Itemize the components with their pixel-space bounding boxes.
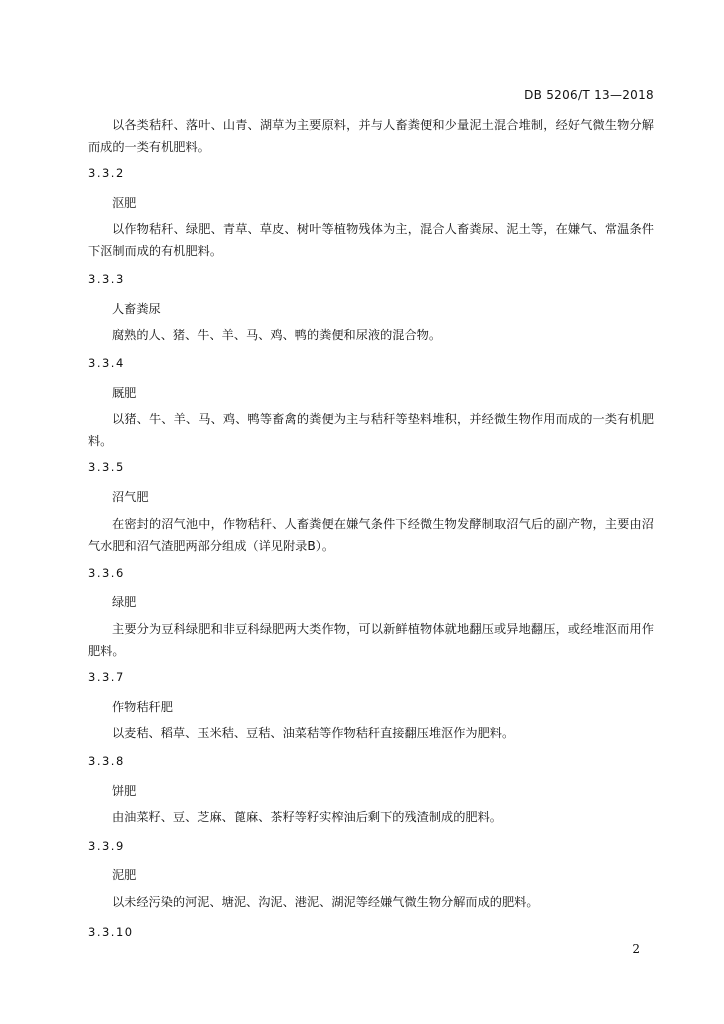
- section-term-3-3-7: 作物秸秆肥: [112, 700, 173, 714]
- intro-paragraph: 以各类秸秆、落叶、山青、湖草为主要原料，并与人畜粪便和少量泥土混合堆制，经好气微生物分解而成的一类有机肥料。: [88, 118, 654, 154]
- section-number-3-3-2: 3.3.2: [88, 166, 125, 180]
- section-definition-3-3-3: 腐熟的人、猪、牛、羊、马、鸡、鸭的粪便和尿液的混合物。: [112, 328, 442, 342]
- section-term-3-3-6: 绿肥: [112, 595, 137, 609]
- section-number-3-3-10: 3.3.10: [88, 925, 134, 939]
- section-number-3-3-4: 3.3.4: [88, 356, 125, 370]
- section-number-3-3-5: 3.3.5: [88, 460, 125, 474]
- section-number-3-3-3: 3.3.3: [88, 272, 125, 286]
- section-term-3-3-5: 沼气肥: [112, 490, 149, 504]
- section-term-3-3-9: 泥肥: [112, 868, 137, 882]
- section-definition-3-3-9: 以未经污染的河泥、塘泥、沟泥、港泥、湖泥等经嫌气微生物分解而成的肥料。: [112, 895, 539, 909]
- section-definition-3-3-7: 以麦秸、稻草、玉米秸、豆秸、油菜秸等作物秸秆直接翻压堆沤作为肥料。: [112, 726, 515, 740]
- section-term-3-3-8: 饼肥: [112, 784, 137, 798]
- section-term-3-3-3: 人畜粪尿: [112, 302, 161, 316]
- section-term-3-3-2: 沤肥: [112, 196, 137, 210]
- section-number-3-3-6: 3.3.6: [88, 566, 125, 580]
- section-definition-3-3-2: 以作物秸秆、绿肥、青草、草皮、树叶等植物残体为主，混合人畜粪尿、泥土等，在嫌气、常温条件下沤制而成的有机肥料。: [88, 222, 654, 258]
- section-number-3-3-8: 3.3.8: [88, 754, 125, 768]
- section-term-3-3-4: 厩肥: [112, 386, 137, 400]
- section-number-3-3-7: 3.3.7: [88, 670, 125, 684]
- standard-code-header: DB 5206/T 13—2018: [524, 88, 654, 102]
- section-number-3-3-9: 3.3.9: [88, 839, 125, 853]
- section-definition-3-3-8: 由油菜籽、豆、芝麻、蓖麻、茶籽等籽实榨油后剩下的残渣制成的肥料。: [112, 810, 502, 824]
- section-definition-3-3-5: 在密封的沼气池中，作物秸秆、人畜粪便在嫌气条件下经微生物发酵制取沼气后的副产物，主要由沼气水肥和沼气渣肥两部分组成（详见附录B）。: [88, 517, 654, 553]
- page-number: 2: [632, 942, 640, 956]
- section-definition-3-3-4: 以猪、牛、羊、马、鸡、鸭等畜禽的粪便为主与秸秆等垫料堆积，并经微生物作用而成的一类有机肥料。: [88, 412, 654, 448]
- section-definition-3-3-6: 主要分为豆科绿肥和非豆科绿肥两大类作物，可以新鲜植物体就地翻压或异地翻压，或经堆沤而用作肥料。: [88, 622, 654, 658]
